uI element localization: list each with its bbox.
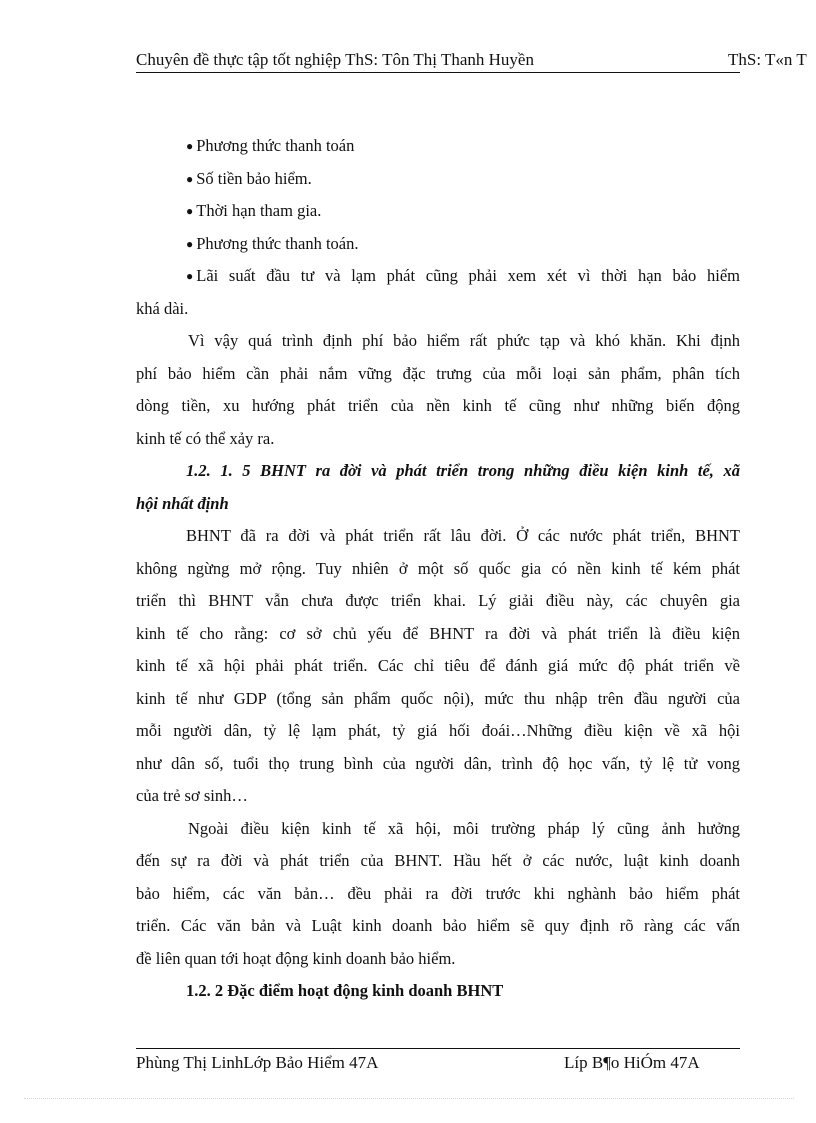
bullet-icon: ● [186,171,194,186]
paragraph-line: dòng tiền, xu hướng phát triển của nền kinh tế cũng như những biến động [136,396,740,415]
paragraph-line: như dân số, tuổi thọ trung bình của người dân, trình độ học vấn, tỷ lệ tử vong [136,753,740,773]
paragraph-line: kinh tế có thể xảy ra. [136,428,275,448]
page-body [136,130,740,1008]
bullet-item: ● Phương thức thanh toán. [136,228,740,261]
bullet-icon: ● [186,139,194,153]
paragraph-line: kinh tế cho rằng: cơ sở chủ yếu để BHNT ra đời và phát triển là điều kiện [136,623,740,643]
bullet-item: ● Số tiền bảo hiểm. [136,163,740,196]
paragraph-line: đến sự ra đời và phát triển của BHNT. Hầu hết ở các nước, luật kinh doanh [136,851,740,870]
bullet-continuation: khá dài. [136,298,189,318]
section-heading-line: 1.2. 1. 5 BHNT ra đời và phát triển trong những điều kiện kinh tế, xã [186,461,740,480]
paragraph-line: Ngoài điều kiện kinh tế xã hội, môi trường pháp lý cũng ảnh hưởng [188,818,740,838]
paragraph-line: kinh tế như GDP (tổng sản phẩm quốc nội), mức thu nhập trên đầu người của [136,688,740,708]
page-footer [136,1053,816,1077]
page-bottom-divider [24,1098,794,1099]
bullet-icon: ● [186,269,194,283]
paragraph-line: triển thì BHNT vẫn chưa được triển khai. Lý giải điều này, các chuyên gia [136,591,740,610]
paragraph-line: Vì vậy quá trình định phí bảo hiểm rất phức tạp và khó khăn. Khi định [188,331,740,350]
page-header [136,48,816,74]
paragraph-line: triển. Các văn bản và Luật kinh doanh bảo hiểm sẽ quy định rõ ràng các vấn [136,916,740,935]
paragraph-line: BHNT đã ra đời và phát triển rất lâu đời. Ở các nước phát triển, BHNT [186,526,740,545]
header-left-text: Chuyên đề thực tập tốt nghiệp ThS: Tôn Thị Thanh Huyền [136,50,534,69]
paragraph-line: kinh tế xã hội phải phát triển. Các chỉ tiêu để đánh giá mức độ phát triển về [136,656,740,675]
paragraph-line: đề liên quan tới hoạt động kinh doanh bảo hiểm. [136,948,456,968]
bullet-item: ● Thời hạn tham gia. [136,195,740,228]
bullet-item: ● Phương thức thanh toán [136,130,740,163]
bullet-item: ● Lãi suất đầu tư và lạm phát cũng phải xem xét vì thời hạn bảo hiểm [136,260,740,293]
footer-left-text: Phùng Thị LinhLớp Bảo Hiểm 47A [136,1053,379,1072]
paragraph-line: bảo hiểm, các văn bản… đều phải ra đời trước khi nghành bảo hiểm phát [136,883,740,903]
paragraph-line: phí bảo hiểm cần phải nắm vững đặc trưng của mỗi loại sản phẩm, phân tích [136,363,740,383]
bullet-icon: ● [186,204,194,218]
footer-rule [136,1048,740,1049]
paragraph-line: không ngừng mở rộng. Tuy nhiên ở một số quốc gia có nền kinh tế kém phát [136,558,740,578]
section-heading-line: hội nhất định [136,493,229,513]
paragraph-line: mỗi người dân, tỷ lệ lạm phát, tỷ giá hối đoái…Những điều kiện về xã hội [136,721,740,740]
header-right-text: ThS: T«n T [728,50,807,69]
header-rule [136,72,740,73]
section-heading: 1.2. 2 Đặc điểm hoạt động kinh doanh BHNT [186,981,504,1000]
footer-right-text: Líp B¶o HiÓm 47A [564,1053,700,1072]
paragraph-line: của trẻ sơ sinh… [136,786,248,805]
bullet-icon: ● [186,236,194,251]
